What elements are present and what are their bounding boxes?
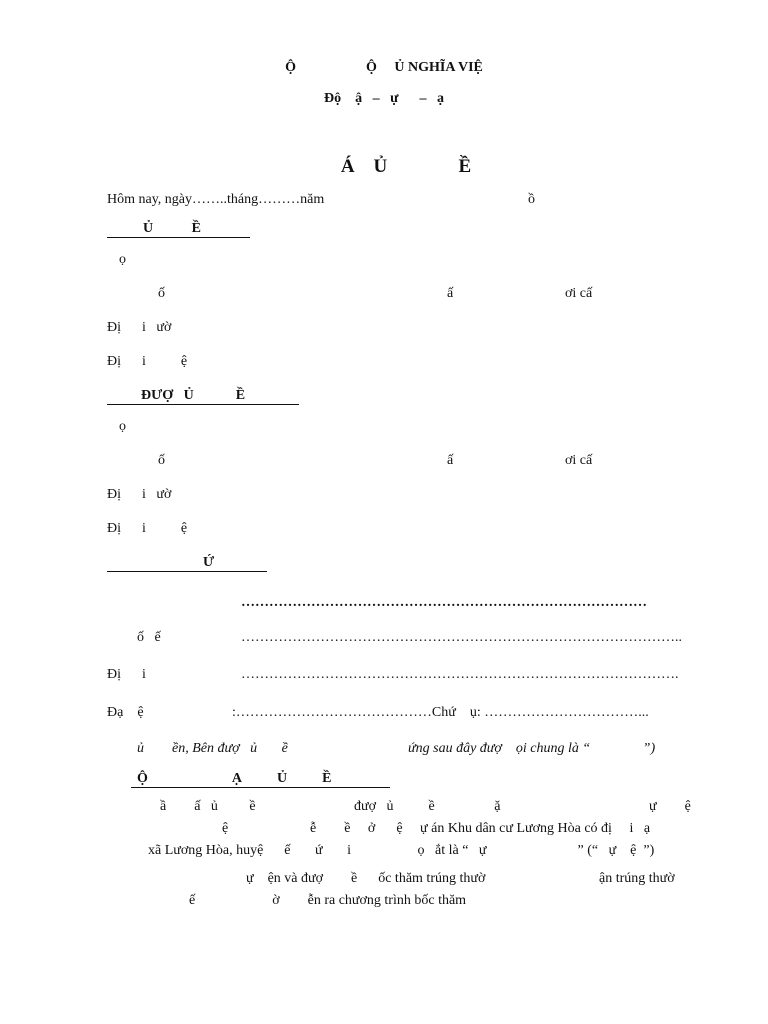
section-1-para1-line1-c: ự ệ bbox=[649, 799, 691, 814]
party-a-heading: Ủ Ề bbox=[143, 221, 201, 236]
party-b-id-place: ơi cấ bbox=[565, 453, 593, 468]
section-1-para2-line1-b: ận trúng thườ bbox=[599, 871, 675, 886]
party-b-permanent-address: Đị i ườ bbox=[107, 487, 172, 502]
location-text: ồ bbox=[528, 192, 535, 207]
party-c-name-dotted: …………………………………………………………………………… bbox=[241, 595, 647, 610]
document-title: Á Ủ Ề bbox=[340, 156, 472, 177]
party-b-heading-underline bbox=[107, 404, 299, 405]
section-1-para1-line1-a: ầ ấ ủ ề bbox=[160, 799, 256, 814]
party-c-registration-value: ………………………………………………………………………………….. bbox=[241, 630, 682, 645]
parties-note-left: ủ ền, Bên đượ ủ ề bbox=[137, 741, 288, 756]
party-c-representative-value: :……………………………………Chứ ụ: ……………………………... bbox=[232, 705, 649, 720]
party-c-address-label: Đị i bbox=[107, 667, 146, 682]
party-a-name: ọ bbox=[119, 252, 126, 267]
party-a-id-number: ố bbox=[158, 286, 165, 301]
party-c-address-value: …………………………………………………………………………………. bbox=[241, 667, 679, 682]
party-a-permanent-address: Đị i ườ bbox=[107, 320, 172, 335]
section-1-heading: Ộ Ạ Ủ Ề bbox=[137, 771, 332, 786]
party-c-heading: Ứ bbox=[203, 555, 215, 570]
section-1-para1-line2-b: ễ ề ở ệ ự án Khu dân cư Lương Hòa có đị i ạ bbox=[310, 821, 651, 836]
party-c-representative-label: Đạ ệ bbox=[107, 705, 144, 720]
party-a-heading-underline bbox=[107, 237, 250, 238]
section-1-para1-line1-b: đượ ủ ề ặ bbox=[354, 799, 501, 814]
party-a-contact-address: Đị i ệ bbox=[107, 354, 188, 369]
section-1-para1-line2-a: ệ bbox=[222, 821, 229, 836]
national-motto: Độ ậ – ự – ạ bbox=[323, 91, 444, 106]
party-b-heading: ĐƯỢ Ủ Ề bbox=[141, 388, 246, 403]
section-1-para2-line1-a: ự ện và đượ ề ốc thăm trúng thườ bbox=[246, 871, 486, 886]
parties-note-right: ứng sau đây đượ ọi chung là “ ”) bbox=[408, 741, 656, 756]
section-1-para2-line2: ế ờ ễn ra chương trình bốc thăm bbox=[189, 893, 467, 908]
party-b-contact-address: Đị i ệ bbox=[107, 521, 188, 536]
section-1-heading-underline bbox=[131, 787, 390, 788]
party-b-name: ọ bbox=[119, 419, 126, 434]
party-c-registration-label: ố ế bbox=[137, 630, 161, 645]
party-c-heading-underline bbox=[107, 571, 267, 572]
date-line: Hôm nay, ngày……..tháng………năm bbox=[107, 192, 325, 207]
national-title: Ộ Ộ Ủ NGHĨA VIỆ bbox=[285, 60, 483, 75]
party-b-id-date: ấ bbox=[447, 453, 454, 468]
party-a-id-place: ơi cấ bbox=[565, 286, 593, 301]
party-b-id-number: ố bbox=[158, 453, 165, 468]
section-1-para1-line3: xã Lương Hòa, huyệ ế ứ i ọ ắt là “ ự ” (“ ự ệ ”) bbox=[148, 843, 655, 858]
party-a-id-date: ấ bbox=[447, 286, 454, 301]
